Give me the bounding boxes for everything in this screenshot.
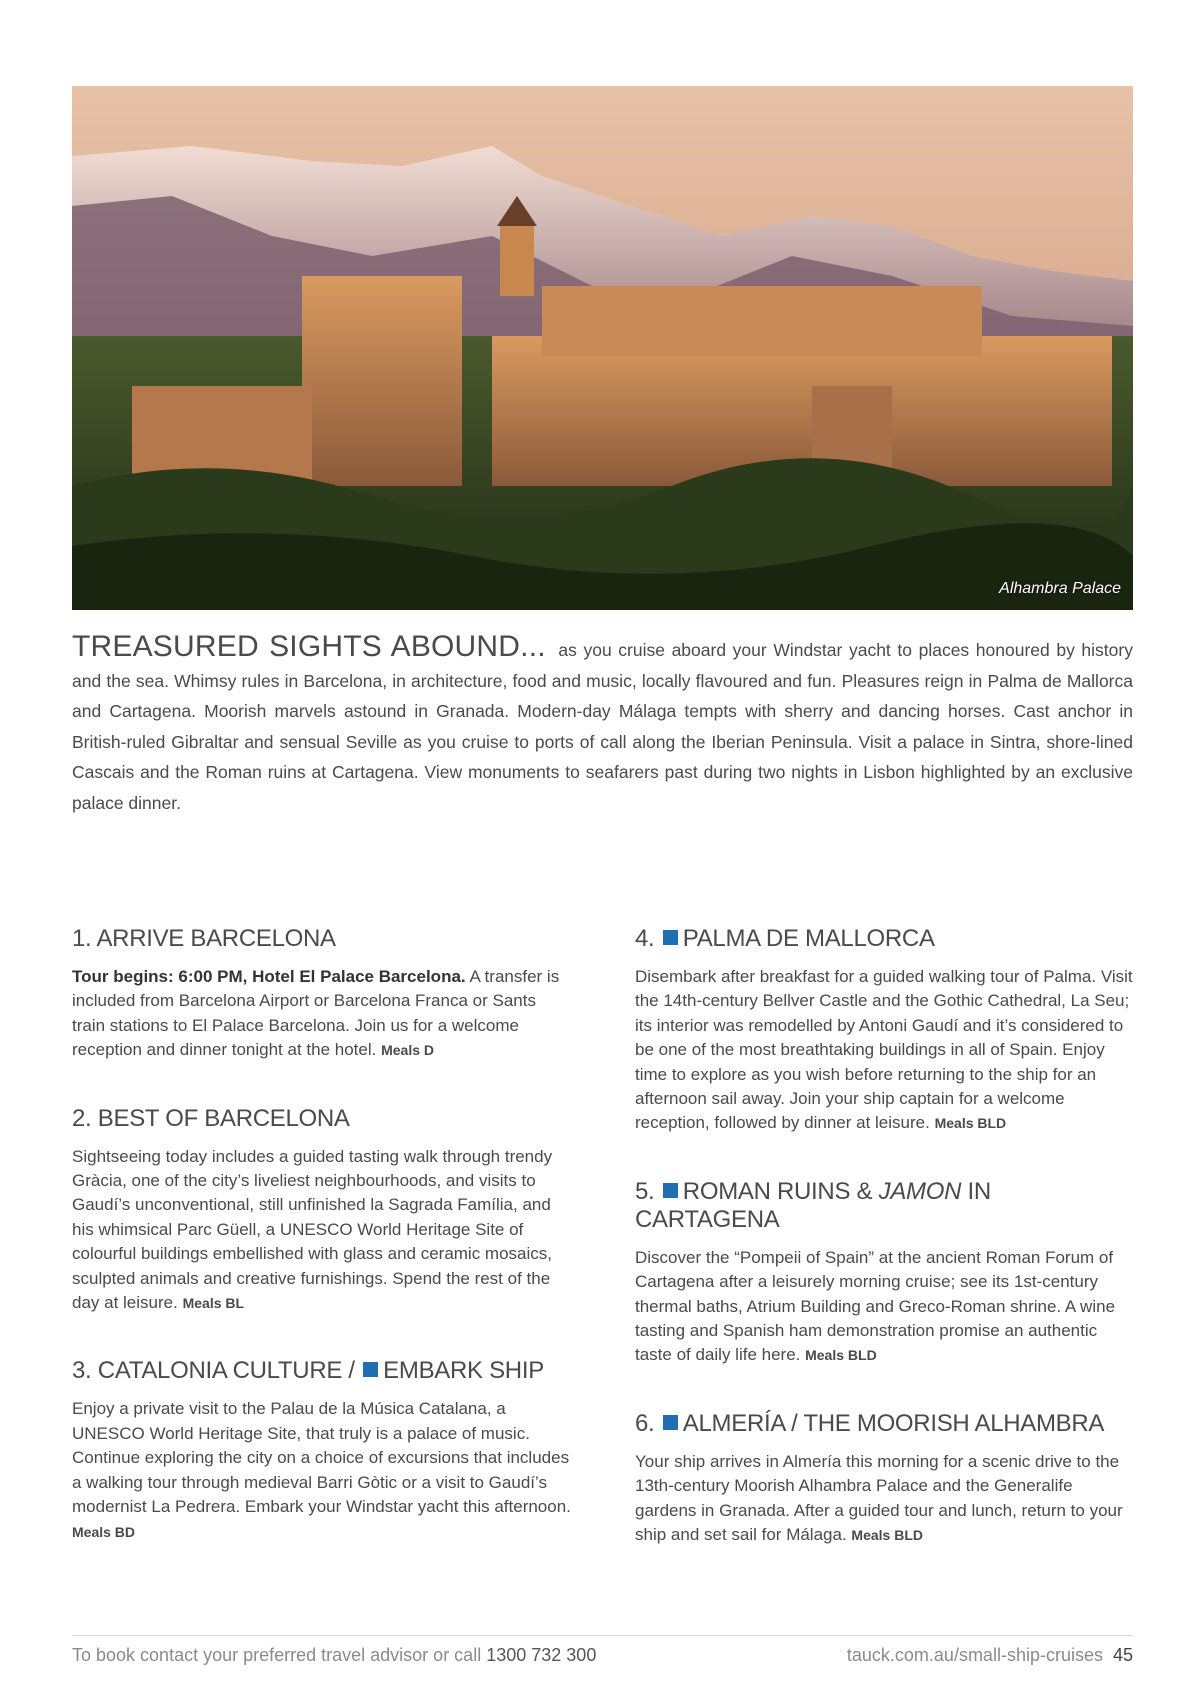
day-6-title-text: ALMERÍA / THE MOORISH ALHAMBRA: [682, 1409, 1105, 1437]
day-5-title: [635, 1178, 1135, 1234]
day-3-title-b: EMBARK SHIP: [383, 1357, 544, 1385]
ship-square-icon: [663, 930, 678, 945]
ship-square-icon: [363, 1362, 378, 1377]
footer-url[interactable]: tauck.com.au/small-ship-cruises: [846, 1645, 1103, 1665]
footer-contact-text: To book contact your preferred travel advisor or call: [72, 1645, 482, 1665]
day-4: [635, 925, 1135, 1136]
day-5-meals: Meals BLD: [805, 1347, 877, 1364]
day-6-meals: Meals BLD: [851, 1527, 923, 1544]
day-6-number: 6.: [635, 1409, 655, 1437]
day-5-title-b: IN CARTAGENA: [635, 1177, 991, 1233]
day-5-title-a: ROMAN RUINS &: [682, 1177, 873, 1205]
footer-right: [847, 1645, 1133, 1666]
day-6-text: [635, 1450, 1135, 1548]
day-3-title-a: 3. CATALONIA CULTURE /: [72, 1357, 355, 1385]
day-1: [72, 925, 572, 1063]
page-number: 45: [1112, 1645, 1133, 1665]
ship-square-icon: [663, 1415, 678, 1430]
day-1-lead: Tour begins: 6:00 PM, Hotel El Palace Barcelona.: [72, 967, 466, 986]
day-2: [72, 1105, 572, 1316]
day-6-title: [635, 1410, 1135, 1438]
day-4-body: Disembark after breakfast for a guided walking tour of Palma. Visit the 14th-century Bellver Castle and the Gothic Cathedral, La Seu; its interior was remodelled by Antoni Gaudí and it’s considered to be one of the most breathtaking buildings in all of Spain. Enjoy time to explore as you wish before returning to the ship for an afternoon sail away. Join your ship captain for a welcome reception, followed by dinner at leisure.: [635, 967, 1133, 1133]
day-5-title-italic: JAMON: [878, 1177, 962, 1205]
hero-photo: [72, 86, 1133, 610]
footer-divider: [72, 1635, 1133, 1636]
day-4-title: [635, 925, 1135, 953]
ship-square-icon: [663, 1183, 678, 1198]
intro-paragraph: [72, 632, 1133, 818]
footer-phone[interactable]: 1300 732 300: [486, 1645, 597, 1665]
day-3-text: [72, 1397, 572, 1543]
footer-contact: [72, 1645, 596, 1666]
day-4-title-text: PALMA DE MALLORCA: [682, 925, 935, 952]
day-3-title: [72, 1357, 572, 1385]
day-4-text: [635, 965, 1135, 1136]
day-1-title: 1. ARRIVE BARCELONA: [72, 925, 336, 952]
itinerary-column-left: [72, 925, 572, 1586]
alhambra-photo-illustration: [72, 86, 1133, 610]
day-4-meals: Meals BLD: [934, 1115, 1007, 1132]
day-5-text: [635, 1246, 1135, 1368]
day-3: [72, 1357, 572, 1543]
day-3-meals: Meals BD: [72, 1523, 136, 1540]
day-3-body: Enjoy a private visit to the Palau de la Música Catalana, a UNESCO World Heritage Site, that truly is a palace of music. Continue exploring the city on a choice of excursions that includes a walking tour through medieval Barri Gòtic or a visit to Gaudí’s modernist La Pedrera. Embark your Windstar yacht this afternoon.: [72, 1399, 571, 1517]
day-2-body: Sightseeing today includes a guided tasting walk through trendy Gràcia, one of the city’s liveliest neighbourhoods, and visits to Gaudí’s unconventional, still unfinished la Sagrada Família, and his whimsical Parc Güell, a UNESCO World Heritage Site of colourful buildings embellished with glass and ceramic mosaics, sculpted animals and creative furnishings. Spend the rest of the day at leisure.: [72, 1146, 553, 1313]
day-6: [635, 1410, 1135, 1548]
day-2-title: 2. BEST OF BARCELONA: [72, 1104, 350, 1132]
day-5: [635, 1178, 1135, 1368]
day-5-number: 5.: [635, 1177, 655, 1205]
day-1-meals: Meals D: [381, 1042, 434, 1059]
day-2-meals: Meals BL: [182, 1295, 245, 1312]
day-1-text: [72, 965, 572, 1063]
intro-heading: TREASURED SIGHTS ABOUND...: [72, 630, 546, 663]
photo-caption: Alhambra Palace: [999, 580, 1121, 597]
day-2-text: [72, 1145, 572, 1316]
day-1-body: A transfer is included from Barcelona Airport or Barcelona Franca or Sants train stations to El Palace Barcelona. Join us for a welcome reception and dinner tonight at the hotel.: [72, 967, 560, 1060]
day-5-body: Discover the “Pompeii of Spain” at the ancient Roman Forum of Cartagena after a leisurely morning cruise; see its 1st-century thermal baths, Atrium Building and Greco-Roman shrine. A wine tasting and Spanish ham demonstration promise an authentic taste of daily life here.: [635, 1247, 1116, 1365]
itinerary-column-right: [635, 925, 1135, 1590]
day-4-number: 4.: [635, 925, 655, 952]
day-6-body: Your ship arrives in Almería this morning for a scenic drive to the 13th-century Moorish Alhambra Palace and the Generalife gardens in Granada. After a guided tour and lunch, return to your ship and set sail for Málaga.: [635, 1451, 1123, 1545]
intro-body: as you cruise aboard your Windstar yacht to places honoured by history and the sea. Whimsy rules in Barcelona, in architecture, food and music, locally flavoured and fun. Pleasures reign in Palma de Mallorca and Cartagena. Moorish marvels astound in Granada. Modern-day Málaga tempts with sherry and dancing horses. Cast anchor in British-ruled Gibraltar and sensual Seville as you cruise to ports of call along the Iberian Peninsula. Visit a palace in Sintra, shore-lined Cascais and the Roman ruins at Cartagena. View monuments to seafarers past during two nights in Lisbon highlighted by an exclusive palace dinner.: [72, 640, 1133, 813]
